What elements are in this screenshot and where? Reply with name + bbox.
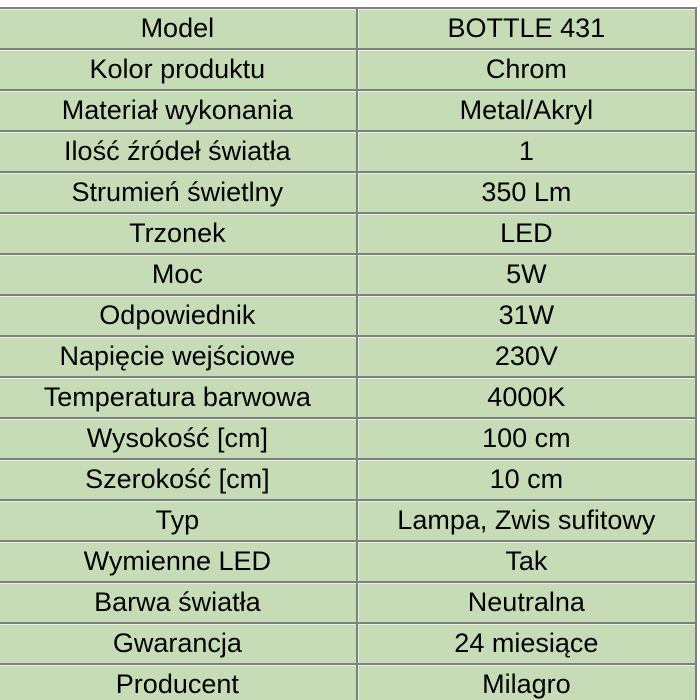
spec-value-type: Lampa, Zwis sufitowy xyxy=(358,501,695,540)
spec-value-light-color: Neutralna xyxy=(358,583,695,622)
product-spec-table xyxy=(0,7,697,700)
spec-label-replaceable-led: Wymienne LED xyxy=(0,542,356,581)
spec-value-material: Metal/Akryl xyxy=(358,91,695,130)
table-row xyxy=(0,624,695,663)
table-row xyxy=(0,337,695,376)
spec-value-color-temperature: 4000K xyxy=(358,378,695,417)
spec-value-replaceable-led: Tak xyxy=(358,542,695,581)
spec-label-luminous-flux: Strumień świetlny xyxy=(0,173,356,212)
spec-value-socket: LED xyxy=(358,214,695,253)
table-row xyxy=(0,91,695,130)
spec-label-light-sources: Ilość źródeł światła xyxy=(0,132,356,171)
table-row xyxy=(0,542,695,581)
table-row xyxy=(0,378,695,417)
table-row xyxy=(0,255,695,294)
spec-label-material: Materiał wykonania xyxy=(0,91,356,130)
spec-value-luminous-flux: 350 Lm xyxy=(358,173,695,212)
spec-value-color: Chrom xyxy=(358,50,695,89)
spec-value-equivalent: 31W xyxy=(358,296,695,335)
spec-value-warranty: 24 miesiące xyxy=(358,624,695,663)
table-row xyxy=(0,583,695,622)
table-row xyxy=(0,296,695,335)
spec-value-model: BOTTLE 431 xyxy=(358,9,695,48)
spec-value-input-voltage: 230V xyxy=(358,337,695,376)
spec-label-warranty: Gwarancja xyxy=(0,624,356,663)
spec-value-light-sources: 1 xyxy=(358,132,695,171)
spec-value-width: 10 cm xyxy=(358,460,695,499)
spec-label-color-temperature: Temperatura barwowa xyxy=(0,378,356,417)
spec-label-width: Szerokość [cm] xyxy=(0,460,356,499)
table-row xyxy=(0,50,695,89)
table-row xyxy=(0,132,695,171)
spec-label-power: Moc xyxy=(0,255,356,294)
table-row xyxy=(0,173,695,212)
spec-label-socket: Trzonek xyxy=(0,214,356,253)
table-row xyxy=(0,419,695,458)
spec-label-color: Kolor produktu xyxy=(0,50,356,89)
spec-label-manufacturer: Producent xyxy=(0,665,356,700)
spec-value-height: 100 cm xyxy=(358,419,695,458)
spec-label-height: Wysokość [cm] xyxy=(0,419,356,458)
table-row xyxy=(0,501,695,540)
table-row xyxy=(0,460,695,499)
spec-value-power: 5W xyxy=(358,255,695,294)
table-row xyxy=(0,9,695,48)
spec-label-input-voltage: Napięcie wejściowe xyxy=(0,337,356,376)
spec-label-type: Typ xyxy=(0,501,356,540)
table-row xyxy=(0,214,695,253)
spec-label-equivalent: Odpowiednik xyxy=(0,296,356,335)
spec-label-light-color: Barwa światła xyxy=(0,583,356,622)
spec-value-manufacturer: Milagro xyxy=(358,665,695,700)
spec-label-model: Model xyxy=(0,9,356,48)
table-row xyxy=(0,665,695,700)
